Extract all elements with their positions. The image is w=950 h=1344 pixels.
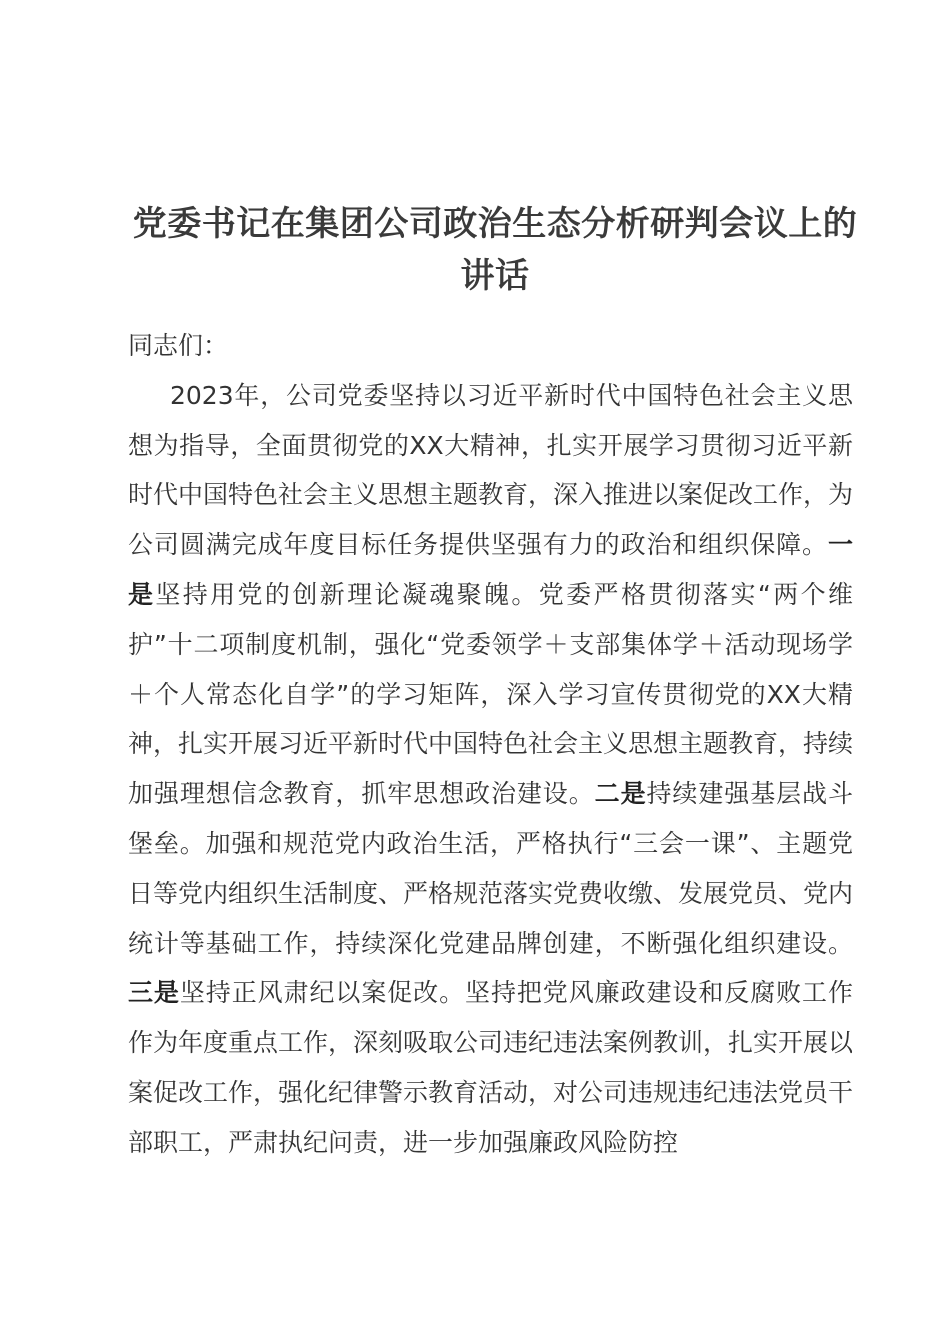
point-2-label: 二是 [594, 779, 647, 809]
title-line-2: 讲话 [460, 256, 530, 296]
point-1-text: 坚持用党的创新理论凝魂聚魄。党委严格贯彻落实“两个维护”十二项制度机制，强化“党委领学＋支部集体学＋活动现场学＋个人常态化自学”的学习矩阵，深入学习宣传贯彻党的XX大精神，扎实开展习近平新时代中国特色社会主义思想主题教育，持续加强理想信念教育，抓牢思想政治建设。 [128, 579, 854, 809]
paragraph-intro: 2023年，公司党委坚持以习近平新时代中国特色社会主义思想为指导，全面贯彻党的XX大精神，扎实开展学习贯彻习近平新时代中国特色社会主义思想主题教育，深入推进以案促改工作，为公司圆满完成年度目标任务提供坚强有力的政治和组织保障。 [128, 380, 854, 560]
point-2-text: 持续建强基层战斗堡垒。加强和规范党内政治生活，严格执行“三会一课”、主题党日等党内组织生活制度、严格规范落实党费收缴、发展党员、党内统计等基础工作，持续深化党建品牌创建，不断强化组织建设。 [128, 779, 854, 958]
document-title [120, 198, 870, 302]
point-3-text: 坚持正风肃纪以案促改。坚持把党风廉政建设和反腐败工作作为年度重点工作，深刻吸取公司违纪违法案例教训，扎实开展以案促改工作，强化纪律警示教育活动，对公司违规违纪违法党员干部职工，严肃执纪问责，进一步加强廉政风险防控 [128, 978, 854, 1157]
body-paragraph [128, 371, 853, 1168]
title-line-1: 党委书记在集团公司政治生态分析研判会议上的 [132, 204, 858, 244]
salutation: 同志们： [128, 331, 229, 360]
point-3-label: 三是 [128, 978, 180, 1008]
point-1-label: 一是 [128, 530, 853, 609]
document-body [128, 321, 853, 1168]
